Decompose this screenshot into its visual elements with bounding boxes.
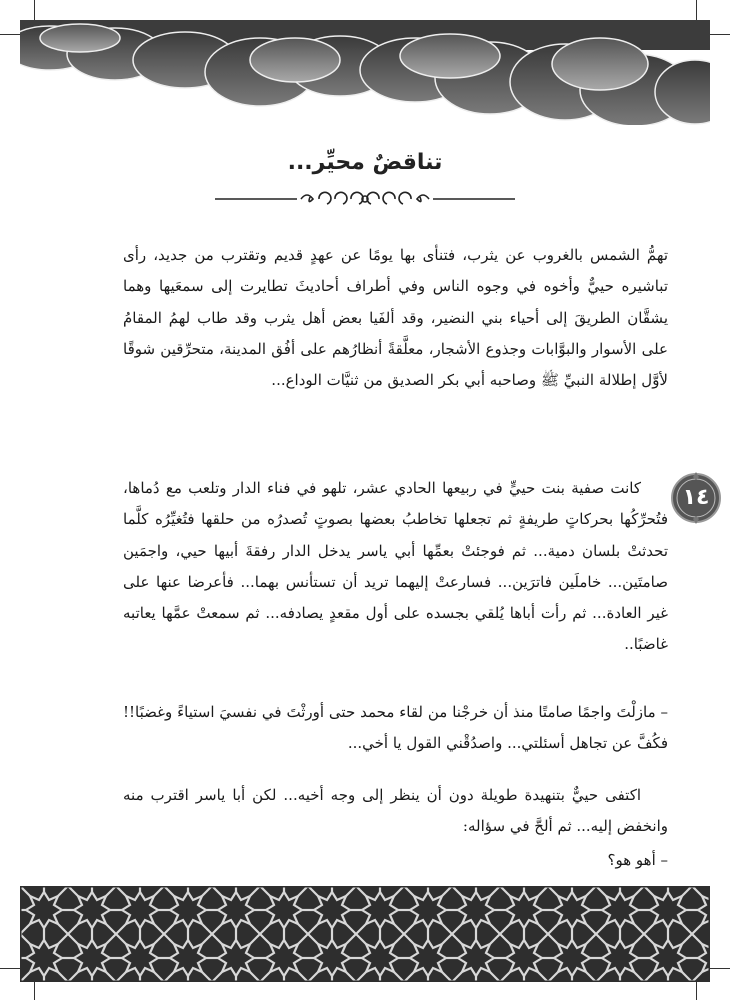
crop-mark (34, 982, 35, 1000)
paragraph-text: تهمُّ الشمس بالغروب عن يثرب، فتنأى بها يومًا عن عهدٍ قديم وتقترب من جديد، رأى تباشيره حييٌّ وأخوه في وجوه الناس وفي أطراف أحاديثَ تطايرت إلى سمعَيها وهما يشقَّان الطريقَ إلى أحياء بني النضير، وقد ألفَيا بعض أهل يثرب وقد طاب لهمُ المقامُ على الأسوار والبوَّابات وجذوع الأشجار، معلَّقةً أنظارُهم على أفُق المدينة، متحرِّقين شوقًا لأوَّل إطلالة النبيِّ ﷺ وصاحبه أبي بكر الصديق من ثنيَّات الوداع... (123, 246, 668, 390)
paragraph-text: – أهو هو؟ (607, 851, 668, 869)
paragraph-5 (123, 845, 668, 876)
paragraph-2 (123, 473, 668, 661)
crop-mark (696, 0, 697, 20)
paragraph-text: اكتفى حييٌّ بتنهيدة طويلة دون أن ينظر إلى وجه أخيه... لكن أبا ياسر اقترب منه وانخفض إليه... ثم ألحَّ في سؤاله: (123, 786, 668, 836)
crop-mark (710, 968, 730, 969)
crop-mark (34, 0, 35, 20)
page-number: ١٤ (682, 485, 710, 510)
paragraph-text: – مازلْتَ واجمًا صامتًا منذ أن خرجْنا من لقاء محمد حتى أورثْتَ في نفسيَ استياءً وغضبًا!! فكُفَّ عن تجاهل أسئلتي... واصدُقْني القول يا أخي... (123, 703, 668, 753)
paragraph-1 (123, 240, 668, 396)
geometric-pattern-footer (20, 886, 710, 982)
ornament-divider (215, 186, 515, 212)
chapter-title: تناقضٌ محيِّر... (287, 150, 443, 175)
crop-mark (710, 34, 730, 35)
crop-mark (0, 34, 20, 35)
paragraph-3 (123, 697, 668, 760)
paragraph-4 (123, 780, 668, 843)
clouds-header-illustration (20, 20, 710, 125)
crop-mark (0, 968, 20, 969)
paragraph-text: كانت صفية بنت حييٍّ في ربيعها الحادي عشر، تلهو في فناء الدار وتلعب مع دُماها، فتُحرِّكُها بحركاتٍ طريفةٍ ثم تجعلها تخاطبُ بعضها بصوتٍ تُصدرُه من حلقها فتُغيِّرُه كلَّما تحدثتْ بلسان دمية... ثم فوجئتْ بعمِّها أبي ياسر يدخل الدار رفقةَ أبيها حيي، واجمَين صامتَين... خاملَين فاترَين... فسارعتْ إليهما تريد أن تستأنس بهما... فأعرضا عنها على غير العادة... ثم رأت أباها يُلقي بجسده على أول مقعدٍ يصادفه... ثم سمعتْ عمَّها يعاتبه غاضبًا.. (123, 479, 668, 654)
crop-mark (696, 982, 697, 1000)
